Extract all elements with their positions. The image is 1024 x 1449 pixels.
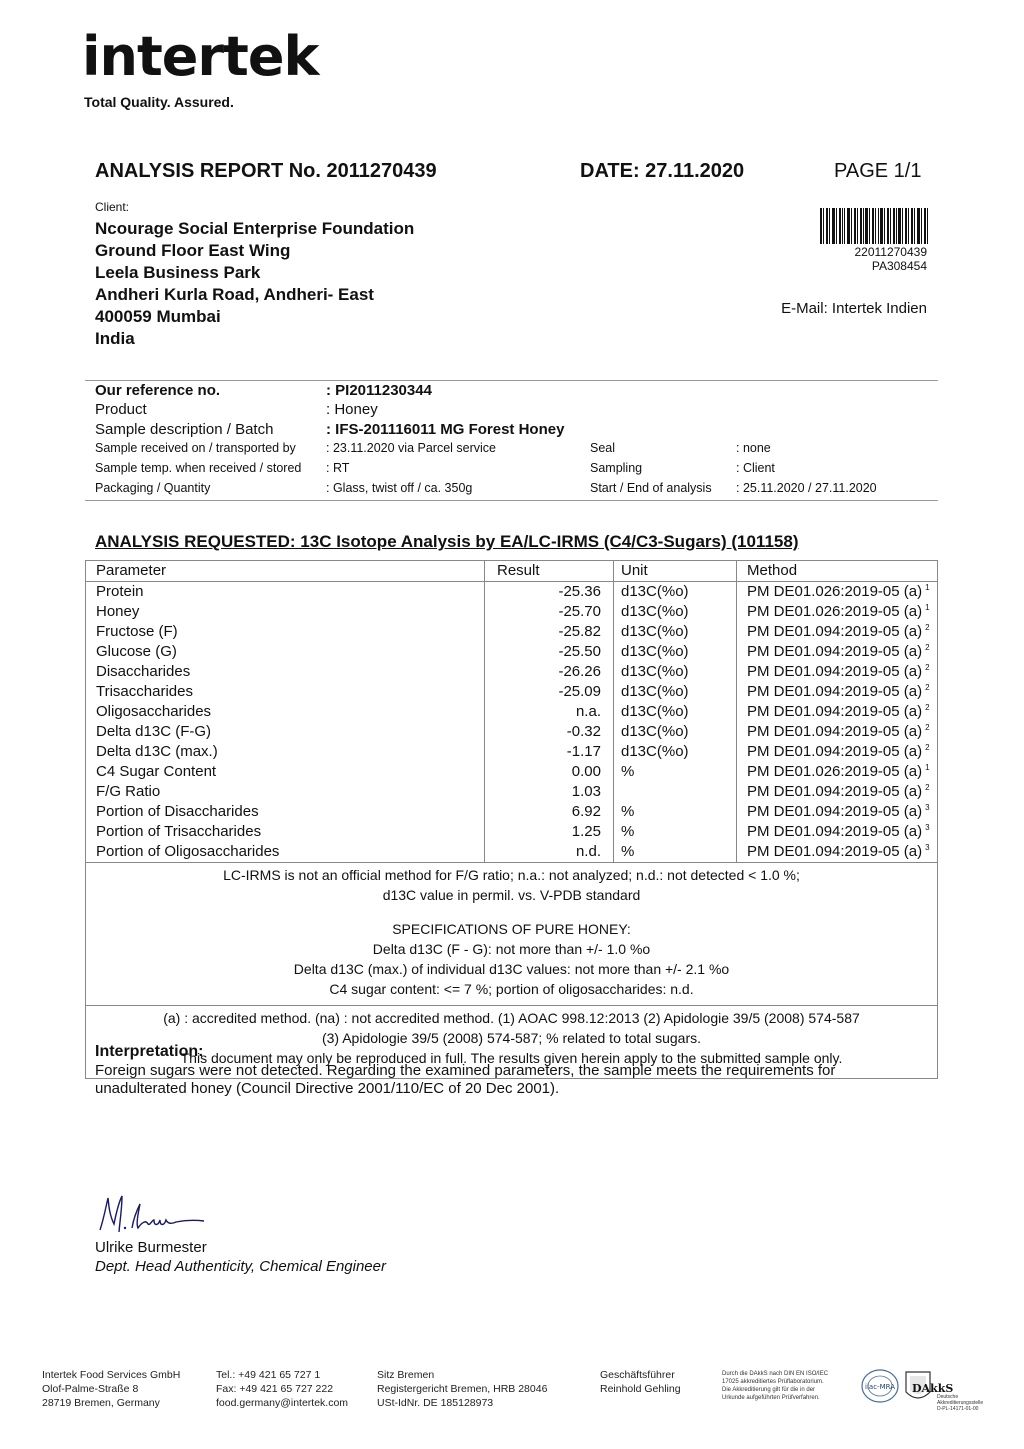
table-row bbox=[86, 682, 938, 702]
client-address bbox=[95, 218, 414, 350]
sampling-value: : Client bbox=[736, 461, 775, 475]
parameter-cell-text: Portion of Oligosaccharides bbox=[96, 843, 280, 860]
interpretation-title: Interpretation: bbox=[95, 1043, 204, 1060]
method-footnote: 2 bbox=[925, 703, 930, 712]
footer-line: Intertek Food Services GmbH bbox=[42, 1369, 181, 1381]
method-cell bbox=[737, 622, 938, 642]
result-cell bbox=[485, 742, 614, 762]
accreditation-line: This document may only be reproduced in full. The results given herein apply to the submitted sample only. bbox=[180, 1050, 843, 1066]
barcode-text bbox=[800, 245, 927, 273]
intertek-logo: intertek bbox=[82, 25, 319, 88]
page-number: PAGE 1/1 bbox=[834, 160, 922, 182]
parameter-cell bbox=[86, 722, 485, 742]
client-line: 400059 Mumbai bbox=[95, 307, 221, 326]
method-footnote: 1 bbox=[925, 603, 930, 612]
seal-label: Seal bbox=[590, 441, 616, 455]
barcode-code: PA308454 bbox=[871, 259, 927, 273]
parameter-cell-text: Portion of Trisaccharides bbox=[96, 823, 262, 840]
table-row bbox=[86, 782, 938, 802]
method-cell-text: PM DE01.094:2019-05 (a) bbox=[747, 783, 923, 800]
table-row bbox=[86, 602, 938, 622]
client-line: Ground Floor East Wing bbox=[95, 241, 291, 260]
table-row bbox=[86, 582, 938, 603]
method-cell-text: PM DE01.026:2019-05 (a) bbox=[747, 603, 923, 620]
unit-cell-text: d13C(%o) bbox=[621, 643, 689, 660]
method-cell-text: PM DE01.094:2019-05 (a) bbox=[747, 843, 923, 860]
result-cell-text: -25.09 bbox=[558, 683, 601, 700]
signer-title: Dept. Head Authenticity, Chemical Engineer bbox=[95, 1258, 386, 1275]
method-footnote: 2 bbox=[925, 663, 930, 672]
unit-cell bbox=[614, 822, 737, 842]
unit-cell bbox=[614, 762, 737, 782]
spec-title: SPECIFICATIONS OF PURE HONEY: bbox=[392, 921, 631, 937]
parameter-cell-text: Protein bbox=[96, 583, 144, 600]
result-cell bbox=[485, 622, 614, 642]
footer-line: Sitz Bremen bbox=[377, 1369, 435, 1381]
method-cell-text: PM DE01.094:2019-05 (a) bbox=[747, 723, 923, 740]
result-cell bbox=[485, 822, 614, 842]
method-cell-text: PM DE01.094:2019-05 (a) bbox=[747, 823, 923, 840]
method-footnote: 2 bbox=[925, 723, 930, 732]
column-header: Result bbox=[485, 561, 614, 582]
notes-cell bbox=[86, 863, 938, 1006]
method-cell bbox=[737, 762, 938, 782]
footer-company bbox=[42, 1368, 180, 1410]
signer-name: Ulrike Burmester bbox=[95, 1239, 207, 1256]
method-cell-text: PM DE01.094:2019-05 (a) bbox=[747, 703, 923, 720]
parameter-cell-text: C4 Sugar Content bbox=[96, 763, 217, 780]
unit-cell bbox=[614, 622, 737, 642]
method-cell-text: PM DE01.094:2019-05 (a) bbox=[747, 643, 923, 660]
footer-line: 28719 Bremen, Germany bbox=[42, 1397, 160, 1409]
email-line: E-Mail: Intertek Indien bbox=[781, 300, 927, 317]
result-cell-text: 0.00 bbox=[571, 763, 601, 780]
barcode-number: 22011270439 bbox=[854, 245, 927, 259]
product-label: Product bbox=[95, 401, 147, 418]
dakks-label: DAkkS bbox=[912, 1382, 954, 1395]
received-value: : 23.11.2020 via Parcel service bbox=[326, 441, 497, 455]
parameter-cell-text: Fructose (F) bbox=[96, 623, 178, 640]
method-cell bbox=[737, 602, 938, 622]
parameter-cell bbox=[86, 582, 485, 603]
parameter-cell bbox=[86, 682, 485, 702]
table-row bbox=[86, 662, 938, 682]
parameter-cell bbox=[86, 842, 485, 863]
result-cell-text: -25.36 bbox=[558, 583, 601, 600]
client-line: India bbox=[95, 329, 135, 348]
parameter-cell bbox=[86, 622, 485, 642]
unit-cell bbox=[614, 742, 737, 762]
result-cell bbox=[485, 662, 614, 682]
parameter-cell-text: Delta d13C (max.) bbox=[96, 743, 218, 760]
unit-cell-text: d13C(%o) bbox=[621, 743, 689, 760]
temp-label: Sample temp. when received / stored bbox=[95, 461, 302, 475]
report-title: ANALYSIS REPORT No. 2011270439 bbox=[95, 160, 437, 182]
unit-cell bbox=[614, 722, 737, 742]
note-line: d13C value in permil. vs. V-PDB standard bbox=[382, 887, 641, 903]
packaging-value: : Glass, twist off / ca. 350g bbox=[326, 481, 473, 495]
method-cell-text: PM DE01.026:2019-05 (a) bbox=[747, 583, 923, 600]
parameter-cell bbox=[86, 662, 485, 682]
unit-cell-text: d13C(%o) bbox=[621, 603, 689, 620]
footer-accreditation-text bbox=[722, 1370, 828, 1402]
method-cell bbox=[737, 822, 938, 842]
footer-line: Fax: +49 421 65 727 222 bbox=[216, 1383, 334, 1395]
result-cell-text: 1.03 bbox=[571, 783, 601, 800]
start-end-label: Start / End of analysis bbox=[590, 481, 712, 495]
result-cell-text: -1.17 bbox=[566, 743, 601, 760]
sample-desc-label: Sample description / Batch bbox=[95, 421, 274, 438]
unit-cell bbox=[614, 602, 737, 622]
note-line: LC-IRMS is not an official method for F/G ratio; n.a.: not analyzed; n.d.: not detected < 1.0 %; bbox=[223, 867, 800, 883]
accreditation-line: (a) : accredited method. (na) : not accredited method. (1) AOAC 998.12:2013 (2) Apidologie 39/5 (2008) 574-587 bbox=[163, 1010, 860, 1026]
parameter-cell bbox=[86, 802, 485, 822]
result-cell bbox=[485, 762, 614, 782]
footer-line: Tel.: +49 421 65 727 1 bbox=[216, 1369, 321, 1381]
sampling-label: Sampling bbox=[590, 461, 643, 475]
parameter-cell-text: F/G Ratio bbox=[96, 783, 161, 800]
parameter-cell-text: Disaccharides bbox=[96, 663, 191, 680]
unit-cell bbox=[614, 682, 737, 702]
footer-line: Registergericht Bremen, HRB 28046 bbox=[377, 1383, 548, 1395]
parameter-cell-text: Delta d13C (F-G) bbox=[96, 723, 212, 740]
method-footnote: 2 bbox=[925, 743, 930, 752]
result-cell-text: -25.70 bbox=[558, 603, 601, 620]
table-row bbox=[86, 702, 938, 722]
method-footnote: 2 bbox=[925, 683, 930, 692]
method-cell bbox=[737, 802, 938, 822]
our-ref-value: : PI2011230344 bbox=[326, 382, 432, 399]
unit-cell-text: % bbox=[621, 803, 635, 820]
result-cell-text: n.a. bbox=[575, 703, 601, 720]
parameter-cell-text: Oligosaccharides bbox=[96, 703, 212, 720]
table-row bbox=[86, 622, 938, 642]
unit-cell bbox=[614, 702, 737, 722]
handwritten-signature bbox=[92, 1190, 212, 1240]
table-row bbox=[86, 822, 938, 842]
parameter-cell-text: Glucose (G) bbox=[96, 643, 177, 660]
results-table bbox=[85, 560, 938, 1079]
interpretation-text: Foreign sugars were not detected. Regarding the examined parameters, the sample meets the requirements for unadulterated honey (Council Directive 2001/110/EC of 20 Dec 2001). bbox=[95, 1062, 836, 1097]
result-cell-text: -26.26 bbox=[558, 663, 601, 680]
method-cell-text: PM DE01.094:2019-05 (a) bbox=[747, 663, 923, 680]
parameter-cell-text: Honey bbox=[96, 603, 140, 620]
result-cell bbox=[485, 802, 614, 822]
parameter-cell bbox=[86, 822, 485, 842]
method-cell bbox=[737, 842, 938, 863]
method-cell bbox=[737, 722, 938, 742]
packaging-label: Packaging / Quantity bbox=[95, 481, 211, 495]
method-cell-text: PM DE01.026:2019-05 (a) bbox=[747, 763, 923, 780]
ilac-mra-logo-icon bbox=[860, 1368, 900, 1404]
unit-cell-text: d13C(%o) bbox=[621, 703, 689, 720]
footer-line: Durch die DAkkS nach DIN EN ISO/IEC bbox=[722, 1371, 829, 1377]
parameter-cell bbox=[86, 762, 485, 782]
footer-line: Geschäftsführer bbox=[600, 1369, 675, 1381]
method-footnote: 3 bbox=[925, 803, 930, 812]
unit-cell bbox=[614, 582, 737, 603]
method-cell bbox=[737, 662, 938, 682]
unit-cell-text: % bbox=[621, 763, 635, 780]
column-header: Method bbox=[737, 561, 938, 582]
client-label: Client: bbox=[95, 200, 130, 214]
result-cell bbox=[485, 722, 614, 742]
unit-cell-text: d13C(%o) bbox=[621, 623, 689, 640]
table-row bbox=[86, 742, 938, 762]
footer-line: Reinhold Gehling bbox=[600, 1383, 681, 1395]
column-header: Parameter bbox=[86, 561, 485, 582]
spec-line: Delta d13C (F - G): not more than +/- 1.0 %o bbox=[372, 941, 651, 957]
client-line: Ncourage Social Enterprise Foundation bbox=[95, 219, 415, 238]
table-header-row bbox=[86, 561, 938, 582]
unit-cell bbox=[614, 802, 737, 822]
logo-tagline: Total Quality. Assured. bbox=[84, 94, 234, 110]
footer-registry bbox=[377, 1368, 547, 1410]
unit-cell-text: % bbox=[621, 823, 635, 840]
method-footnote: 3 bbox=[925, 823, 930, 832]
client-line: Leela Business Park bbox=[95, 263, 261, 282]
unit-cell bbox=[614, 842, 737, 863]
method-cell-text: PM DE01.094:2019-05 (a) bbox=[747, 623, 923, 640]
notes-row bbox=[86, 863, 938, 1006]
parameter-cell-text: Trisaccharides bbox=[96, 683, 193, 700]
method-footnote: 2 bbox=[925, 643, 930, 652]
unit-cell-text: d13C(%o) bbox=[621, 683, 689, 700]
method-cell bbox=[737, 682, 938, 702]
unit-cell-text: d13C(%o) bbox=[621, 663, 689, 680]
footer-line: Akkreditierungsstelle bbox=[937, 1400, 984, 1406]
method-cell-text: PM DE01.094:2019-05 (a) bbox=[747, 803, 923, 820]
client-line: Andheri Kurla Road, Andheri- East bbox=[95, 285, 374, 304]
our-ref-label: Our reference no. bbox=[95, 382, 221, 399]
parameter-cell bbox=[86, 782, 485, 802]
parameter-cell bbox=[86, 702, 485, 722]
result-cell bbox=[485, 702, 614, 722]
unit-cell bbox=[614, 782, 737, 802]
seal-value: : none bbox=[736, 441, 771, 455]
footer-line: 17025 akkreditiertes Prüflaboratorium. bbox=[722, 1379, 824, 1385]
method-cell bbox=[737, 582, 938, 603]
analysis-title: ANALYSIS REQUESTED: 13C Isotope Analysis by EA/LC-IRMS (C4/C3-Sugars) (101158) bbox=[95, 532, 799, 551]
result-cell bbox=[485, 602, 614, 622]
result-cell-text: 6.92 bbox=[571, 803, 601, 820]
result-cell-text: -0.32 bbox=[566, 723, 601, 740]
result-cell bbox=[485, 842, 614, 863]
footer-line: USt-IdNr. DE 185128973 bbox=[377, 1397, 494, 1409]
method-cell bbox=[737, 702, 938, 722]
spec-line: C4 sugar content: <= 7 %; portion of oligosaccharides: n.d. bbox=[329, 981, 694, 997]
report-date: DATE: 27.11.2020 bbox=[580, 160, 745, 182]
table-row bbox=[86, 722, 938, 742]
method-footnote: 2 bbox=[925, 623, 930, 632]
unit-cell-text: d13C(%o) bbox=[621, 723, 689, 740]
method-cell bbox=[737, 742, 938, 762]
sample-desc-value: : IFS-201116011 MG Forest Honey bbox=[326, 421, 565, 438]
method-cell bbox=[737, 642, 938, 662]
footer-management bbox=[600, 1368, 681, 1396]
result-cell-text: 1.25 bbox=[571, 823, 601, 840]
footer-email-link[interactable]: food.germany@intertek.com bbox=[216, 1397, 349, 1409]
method-footnote: 2 bbox=[925, 783, 930, 792]
footer-line: Die Akkreditierung gilt für die in der bbox=[722, 1387, 816, 1393]
svg-text:ilac-MRA: ilac-MRA bbox=[865, 1383, 895, 1391]
accreditation-line: (3) Apidologie 39/5 (2008) 574-587; % related to total sugars. bbox=[321, 1030, 702, 1046]
parameter-cell bbox=[86, 642, 485, 662]
column-header: Unit bbox=[614, 561, 737, 582]
table-row bbox=[86, 842, 938, 863]
unit-cell bbox=[614, 642, 737, 662]
product-value: : Honey bbox=[326, 401, 378, 418]
dakks-subtext bbox=[937, 1394, 983, 1412]
method-cell-text: PM DE01.094:2019-05 (a) bbox=[747, 743, 923, 760]
result-cell-text: n.d. bbox=[575, 843, 601, 860]
divider bbox=[85, 380, 938, 381]
result-cell bbox=[485, 782, 614, 802]
table-row bbox=[86, 802, 938, 822]
result-cell bbox=[485, 682, 614, 702]
divider bbox=[85, 500, 938, 501]
unit-cell-text: d13C(%o) bbox=[621, 583, 689, 600]
footer-contact bbox=[216, 1368, 348, 1410]
result-cell bbox=[485, 642, 614, 662]
footer-line: Deutsche bbox=[937, 1394, 959, 1400]
method-footnote: 3 bbox=[925, 843, 930, 852]
footer-line: Olof-Palme-Straße 8 bbox=[42, 1383, 139, 1395]
footer-line: D-PL-14171-01-00 bbox=[937, 1406, 979, 1412]
barcode-icon bbox=[820, 208, 928, 244]
parameter-cell bbox=[86, 602, 485, 622]
table-row bbox=[86, 642, 938, 662]
method-cell-text: PM DE01.094:2019-05 (a) bbox=[747, 683, 923, 700]
parameter-cell-text: Portion of Disaccharides bbox=[96, 803, 259, 820]
received-label: Sample received on / transported by bbox=[95, 441, 296, 455]
unit-cell bbox=[614, 662, 737, 682]
parameter-cell bbox=[86, 742, 485, 762]
method-footnote: 1 bbox=[925, 583, 930, 592]
footer-line: Urkunde aufgeführten Prüfverfahren. bbox=[722, 1395, 820, 1401]
start-end-value: : 25.11.2020 / 27.11.2020 bbox=[736, 481, 877, 495]
method-footnote: 1 bbox=[925, 763, 930, 772]
temp-value: : RT bbox=[326, 461, 350, 475]
result-cell-text: -25.82 bbox=[558, 623, 601, 640]
unit-cell-text: % bbox=[621, 843, 635, 860]
result-cell-text: -25.50 bbox=[558, 643, 601, 660]
result-cell bbox=[485, 582, 614, 603]
table-row bbox=[86, 762, 938, 782]
spec-line: Delta d13C (max.) of individual d13C values: not more than +/- 2.1 %o bbox=[293, 961, 730, 977]
method-cell bbox=[737, 782, 938, 802]
